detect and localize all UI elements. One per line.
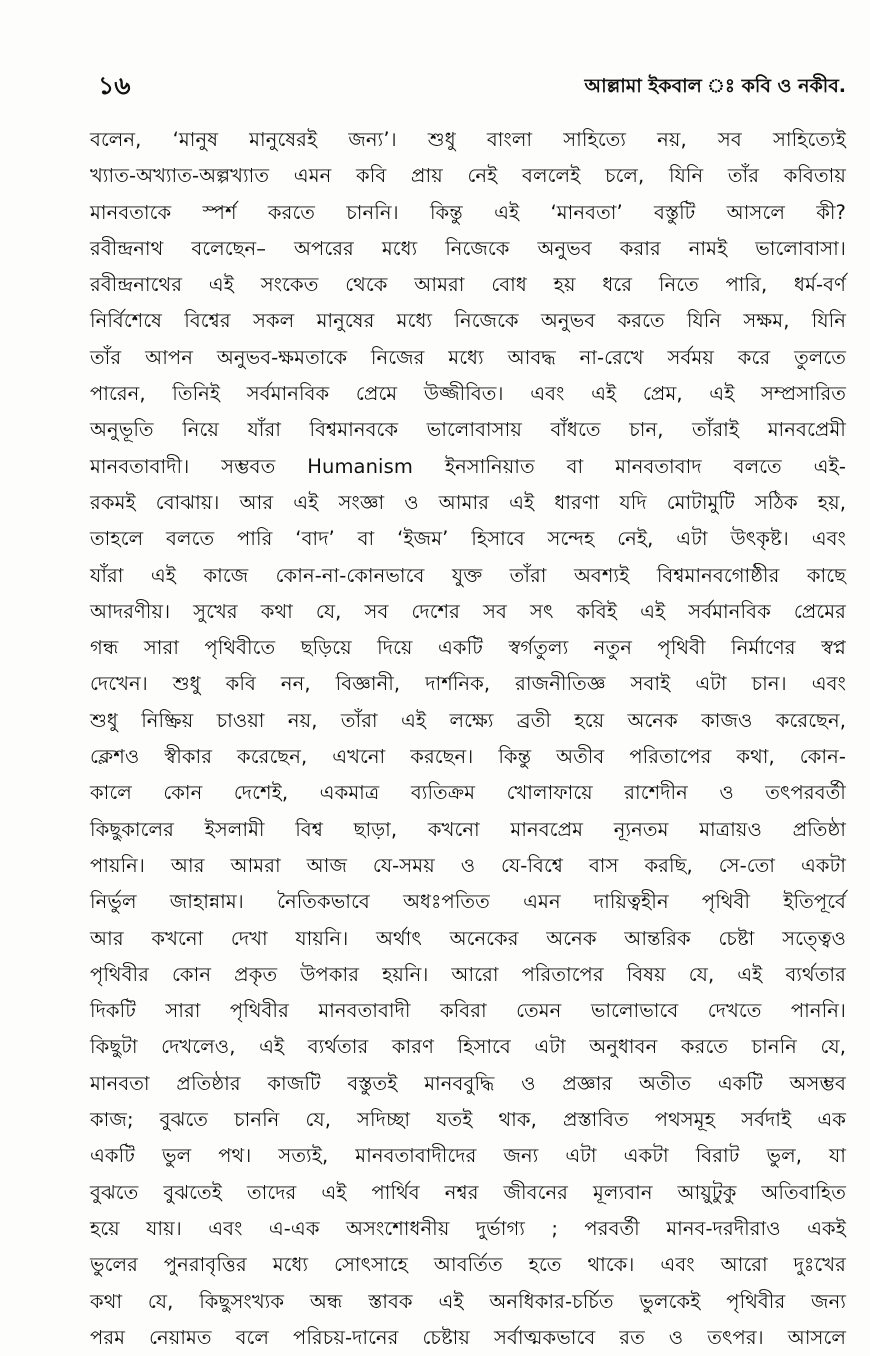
text-line: পারেন, তিনিই সর্বমানবিক প্রেমে উজ্জীবিত। এবং এই প্রেম, এই সম্প্রসারিত: [90, 382, 846, 406]
body-text: [90, 122, 847, 1349]
text-line: নির্ভুল জাহান্নাম। নৈতিকভাবে অধঃপতিত এমন দায়িত্বহীন পৃথিবী ইতিপূর্বে: [90, 890, 846, 914]
text-line: তাহলে বলতে পারি ‘বাদ’ বা ‘ইজম’ হিসাবে সন্দেহ নেই, এটা উৎকৃষ্ট। এবং: [90, 527, 846, 551]
text-line: খ্যাত-অখ্যাত-অল্পখ্যাত এমন কবি প্রায় নেই বললেই চলে, যিনি তাঁর কবিতায়: [90, 164, 846, 188]
text-line: গন্ধ সারা পৃথিবীতে ছড়িয়ে দিয়ে একটি স্বর্গতুল্য নতুন পৃথিবী নির্মাণের স্বপ্ন: [90, 636, 846, 660]
text-line: কিছুকালের ইসলামী বিশ্ব ছাড়া, কখনো মানবপ্রেম ন্যূনতম মাত্রায়ও প্রতিষ্ঠা: [90, 817, 846, 841]
text-line: রবীন্দ্রনাথের এই সংকেত থেকে আমরা বোধ হয় ধরে নিতে পারি, ধর্ম-বর্ণ: [90, 273, 846, 297]
text-line: রবীন্দ্রনাথ বলেছেন– অপরের মধ্যে নিজেকে অনুভব করার নামই ভালোবাসা।: [90, 236, 846, 260]
page-number: ১৬: [98, 71, 131, 100]
text-line: দিকটি সারা পৃথিবীর মানবতাবাদী কবিরা তেমন ভালোভাবে দেখতে পাননি।: [90, 999, 846, 1023]
text-line: আর কখনো দেখা যায়নি। অর্থাৎ অনেকের অনেক আন্তরিক চেষ্টা সত্ত্বেও: [90, 926, 846, 950]
text-line: কিছুটা দেখলেও, এই ব্যর্থতার কারণ হিসাবে এটা অনুধাবন করতে চাননি যে,: [90, 1035, 846, 1059]
text-line: নির্বিশেষে বিশ্বের সকল মানুষের মধ্যে নিজেকে অনুভব করতে যিনি সক্ষম, যিনি: [90, 309, 846, 333]
text-line: পৃথিবীর কোন প্রকৃত উপকার হয়নি। আরো পরিতাপের বিষয় যে, এই ব্যর্থতার: [90, 962, 846, 986]
text-line: বলেন, ‘মানুষ মানুষেরই জন্য’। শুধু বাংলা সাহিত্যে নয়, সব সাহিত্যেই: [90, 128, 846, 151]
text-line: মানবতাকে স্পর্শ করতে চাননি। কিন্তু এই ‘মানবতা’ বস্তুটি আসলে কী?: [90, 200, 846, 224]
text-line: আদরণীয়। সুখের কথা যে, সব দেশের সব সৎ কবিই এই সর্বমানবিক প্রেমের: [90, 599, 846, 623]
text-line: কালে কোন দেশেই, একমাত্র ব্যতিক্রম খোলাফায়ে রাশেদীন ও তৎপরবর্তী: [90, 781, 846, 805]
text-line: রকমই বোঝায়। আর এই সংজ্ঞা ও আমার এই ধারণা যদি মোটামুটি সঠিক হয়,: [90, 490, 846, 514]
text-line: মানবতা প্রতিষ্ঠার কাজটি বস্তুতই মানববুদ্ধি ও প্রজ্ঞার অতীত একটি অসম্ভব: [90, 1071, 847, 1095]
text-line: বুঝতে বুঝতেই তাদের এই পার্থিব নশ্বর জীবনের মূল্যবান আয়ুটুকু অতিবাহিত: [90, 1180, 846, 1204]
text-line: পরম নেয়ামত বলে পরিচয়-দানের চেষ্টায় সর্বাত্মকভাবে রত ও তৎপর। আসলে: [90, 1325, 846, 1349]
text-line: দেখেন। শুধু কবি নন, বিজ্ঞানী, দার্শনিক, রাজনীতিজ্ঞ সবাই এটা চান। এবং: [90, 672, 846, 696]
text-line: ক্লেশও স্বীকার করেছেন, এখনো করছেন। কিন্তু অতীব পরিতাপের কথা, কোন-: [90, 745, 846, 769]
text-line: শুধু নিষ্ক্রিয় চাওয়া নয়, তাঁরা এই লক্ষ্যে ব্রতী হয়ে অনেক কাজও করেছেন,: [90, 708, 846, 732]
page-header: [98, 68, 846, 104]
text-line: তাঁর আপন অনুভব-ক্ষমতাকে নিজের মধ্যে আবদ্ধ না-রেখে সর্বময় করে তুলতে: [90, 345, 846, 369]
text-line: ভুলের পুনরাবৃত্তির মধ্যে সোৎসাহে আবর্তিত হতে থাকে। এবং আরো দুঃখের: [90, 1253, 846, 1277]
text-line: কথা যে, কিছুসংখ্যক অন্ধ স্তাবক এই অনধিকার-চর্চিত ভুলকেই পৃথিবীর জন্য: [90, 1289, 846, 1313]
text-line: অনুভূতি নিয়ে যাঁরা বিশ্বমানবকে ভালোবাসায় বাঁধতে চান, তাঁরাই মানবপ্রেমী: [90, 418, 846, 442]
text-line: পায়নি। আর আমরা আজ যে-সময় ও যে-বিশ্বে বাস করছি, সে-তো একটা: [90, 853, 846, 877]
running-title: আল্লামা ইকবাল ঃ কবি ও নকীব.: [584, 75, 846, 97]
text-line: একটি ভুল পথ। সত্যই, মানবতাবাদীদের জন্য এটা একটা বিরাট ভুল, যা: [90, 1144, 846, 1168]
text-line: হয়ে যায়। এবং এ-এক অসংশোধনীয় দুর্ভাগ্য ; পরবর্তী মানব-দরদীরাও একই: [90, 1216, 846, 1240]
text-line: যাঁরা এই কাজে কোন-না-কোনভাবে যুক্ত তাঁরা অবশ্যই বিশ্বমানবগোষ্ঠীর কাছে: [90, 563, 846, 587]
text-line: মানবতাবাদী। সম্ভবত Humanism ইনসানিয়াত বা মানবতাবাদ বলতে এই-: [90, 454, 846, 478]
text-line: কাজ; বুঝতে চাননি যে, সদিচ্ছা যতই থাক, প্রস্তাবিত পথসমূহ সর্বদাই এক: [90, 1108, 846, 1132]
